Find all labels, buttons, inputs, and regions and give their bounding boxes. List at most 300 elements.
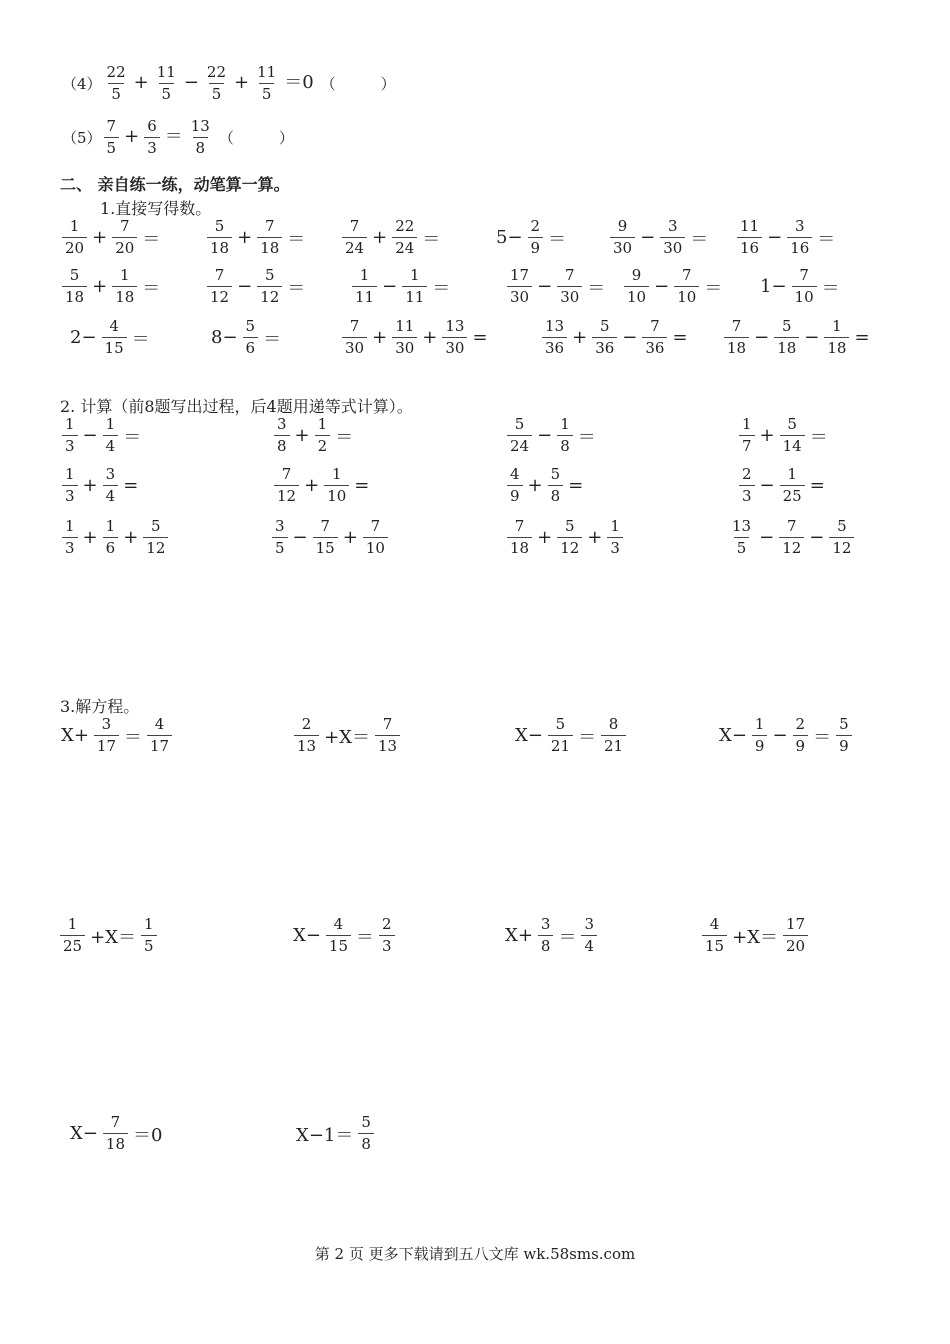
- denominator: 18: [112, 286, 137, 306]
- numerator: 1: [105, 415, 116, 433]
- section-2-title: 二、 亲自练一练，动笔算一算。: [60, 175, 290, 194]
- operator: ＝: [131, 328, 150, 350]
- fraction: [507, 518, 532, 557]
- problem: [735, 218, 838, 257]
- numerator: 3: [584, 915, 594, 933]
- problem: [622, 267, 725, 306]
- problem: [700, 916, 810, 955]
- numerator: 5: [264, 266, 275, 284]
- fraction: [792, 267, 817, 306]
- fraction: [272, 518, 288, 557]
- fraction: [739, 466, 755, 505]
- fraction: [204, 64, 229, 103]
- q2-title: 2. 计算（前8题写出过程，后4题用递等式计算）。: [60, 397, 413, 416]
- operator: +: [527, 475, 543, 496]
- operator: ＝: [577, 426, 596, 448]
- problem: [727, 518, 856, 557]
- denominator: 15: [313, 537, 338, 557]
- top-item-5-content: [62, 118, 294, 157]
- problem: [350, 267, 453, 306]
- fraction: [783, 916, 808, 955]
- problem: [58, 716, 174, 755]
- denominator: 4: [103, 485, 119, 505]
- fraction: [207, 267, 232, 306]
- denominator: 5: [159, 83, 175, 103]
- denominator: 18: [824, 337, 849, 357]
- fraction: [402, 267, 427, 306]
- problem: [737, 416, 831, 455]
- denominator: 24: [342, 237, 367, 257]
- numerator: 8: [608, 715, 619, 733]
- operator: ＝: [704, 277, 723, 299]
- denominator: 20: [62, 237, 87, 257]
- numerator: 1: [144, 915, 154, 933]
- denominator: 18: [774, 337, 799, 357]
- fraction: [103, 466, 119, 505]
- operator: +: [82, 475, 98, 496]
- operator: ＝0: [133, 1124, 163, 1146]
- operator: +: [133, 72, 149, 93]
- problem: [722, 318, 873, 357]
- denominator: 12: [557, 537, 582, 557]
- problem: [60, 416, 144, 455]
- operator: ＝: [690, 228, 709, 250]
- operator: +: [304, 475, 320, 496]
- denominator: 3: [62, 537, 78, 557]
- problem: [270, 518, 390, 557]
- q1-row-2: [0, 267, 950, 317]
- answer-parentheses: （ ）: [218, 129, 294, 147]
- denominator: 30: [442, 337, 467, 357]
- problem: [493, 218, 569, 257]
- operator: 2−: [70, 327, 97, 348]
- operator: −: [183, 72, 199, 93]
- numerator: 1: [69, 217, 80, 235]
- denominator: 9: [507, 485, 523, 505]
- answer-parentheses: （ ）: [320, 75, 396, 93]
- operator: ＝: [124, 726, 142, 748]
- fraction: [104, 64, 129, 103]
- fraction: [624, 267, 649, 306]
- fraction: [363, 518, 388, 557]
- denominator: 5: [108, 83, 124, 103]
- denominator: 12: [274, 485, 299, 505]
- operator: =: [672, 327, 688, 348]
- numerator: 5: [837, 517, 847, 535]
- operator: =: [472, 327, 488, 348]
- denominator: 18: [103, 1133, 128, 1153]
- fraction: [548, 466, 564, 505]
- denominator: 2: [315, 435, 331, 455]
- numerator: 1: [65, 415, 75, 433]
- numerator: 9: [631, 266, 642, 284]
- problem: [293, 1114, 376, 1153]
- denominator: 18: [207, 237, 232, 257]
- q1-row-1: [0, 218, 950, 268]
- fraction: [112, 218, 137, 257]
- operator: +X＝: [732, 926, 778, 948]
- top-item-5: [0, 118, 950, 168]
- q2-row-3: [0, 518, 950, 568]
- denominator: 8: [538, 935, 554, 955]
- fraction: [103, 416, 119, 455]
- operator: X−: [70, 1123, 98, 1144]
- numerator: 7: [650, 317, 660, 335]
- operator: ＝: [422, 228, 441, 250]
- denominator: 3: [739, 485, 755, 505]
- operator: −: [640, 227, 656, 248]
- numerator: 5: [151, 517, 161, 535]
- top-item-4-content: [62, 64, 396, 103]
- fraction: [147, 716, 172, 755]
- operator: +: [372, 227, 388, 248]
- numerator: 7: [564, 266, 575, 284]
- denominator: 10: [363, 537, 388, 557]
- denominator: 30: [507, 286, 532, 306]
- problem: [60, 466, 141, 505]
- operator: +: [234, 72, 250, 93]
- operator: ＝: [587, 277, 606, 299]
- denominator: 8: [358, 1133, 374, 1153]
- fraction: [257, 218, 282, 257]
- fraction: [542, 318, 567, 357]
- fraction: [62, 518, 78, 557]
- numerator: 3: [794, 217, 805, 235]
- denominator: 20: [112, 237, 137, 257]
- denominator: 4: [103, 435, 119, 455]
- operator: 1−: [760, 276, 787, 297]
- fraction: [62, 466, 78, 505]
- operator: +: [537, 527, 553, 548]
- fraction: [352, 267, 377, 306]
- numerator: 22: [395, 217, 415, 235]
- fraction: [739, 416, 755, 455]
- fraction: [507, 466, 523, 505]
- numerator: 7: [382, 715, 393, 733]
- denominator: 17: [147, 735, 172, 755]
- numerator: 5: [69, 266, 80, 284]
- fraction: [538, 916, 554, 955]
- operator: ＝: [263, 328, 282, 350]
- numerator: 7: [281, 465, 292, 483]
- fraction: [358, 1114, 374, 1153]
- denominator: 11: [402, 286, 427, 306]
- operator: X−: [515, 725, 543, 746]
- numerator: 5: [361, 1113, 371, 1131]
- denominator: 10: [792, 286, 817, 306]
- problem: [716, 716, 854, 755]
- problem: [505, 518, 625, 557]
- operator: −: [767, 227, 783, 248]
- operator: ＝: [817, 228, 836, 250]
- operator: ＝: [578, 726, 596, 748]
- q2-row-1: [0, 416, 950, 466]
- q3-row-3: [0, 1114, 950, 1164]
- fraction: [674, 267, 699, 306]
- q3-title: 3.解方程。: [60, 697, 140, 716]
- numerator: 13: [190, 117, 210, 135]
- numerator: 5: [787, 415, 797, 433]
- expression: [102, 118, 215, 157]
- denominator: 5: [259, 83, 275, 103]
- fraction: [154, 64, 179, 103]
- numerator: 7: [264, 217, 275, 235]
- operator: =: [809, 475, 825, 496]
- numerator: 5: [781, 317, 792, 335]
- denominator: 13: [375, 735, 400, 755]
- denominator: 9: [836, 735, 852, 755]
- operator: −: [772, 725, 788, 746]
- denominator: 4: [581, 935, 597, 955]
- operator: ＝: [821, 277, 840, 299]
- denominator: 36: [592, 337, 617, 357]
- numerator: 5: [245, 317, 256, 335]
- numerator: 3: [105, 465, 116, 483]
- operator: ＝: [287, 277, 306, 299]
- denominator: 6: [243, 337, 259, 357]
- fraction: [601, 716, 626, 755]
- q1-row-3: [0, 318, 950, 368]
- fraction: [836, 716, 852, 755]
- numerator: 3: [277, 415, 287, 433]
- numerator: 1: [610, 517, 620, 535]
- denominator: 24: [392, 237, 417, 257]
- problem: [58, 916, 159, 955]
- denominator: 10: [324, 485, 349, 505]
- denominator: 20: [783, 935, 808, 955]
- operator: +: [92, 276, 108, 297]
- numerator: 2: [530, 217, 541, 235]
- denominator: 7: [739, 435, 755, 455]
- fraction: [724, 318, 749, 357]
- operator: ＝: [142, 228, 161, 250]
- fraction: [60, 916, 85, 955]
- numerator: 4: [333, 915, 344, 933]
- operator: ＝0: [284, 72, 314, 93]
- operator: −: [759, 475, 775, 496]
- operator: 8−: [211, 327, 238, 348]
- numerator: 5: [839, 715, 849, 733]
- denominator: 30: [342, 337, 367, 357]
- denominator: 8: [557, 435, 573, 455]
- operator: −: [654, 276, 670, 297]
- denominator: 18: [62, 286, 87, 306]
- operator: ＝: [142, 277, 161, 299]
- fraction: [392, 318, 417, 357]
- numerator: 1: [105, 517, 116, 535]
- fraction: [507, 416, 532, 455]
- operator: ＝: [335, 426, 354, 448]
- numerator: 7: [214, 266, 225, 284]
- operator: ＝: [287, 228, 306, 250]
- fraction: [274, 466, 299, 505]
- denominator: 12: [257, 286, 282, 306]
- numerator: 13: [445, 317, 465, 335]
- denominator: 10: [674, 286, 699, 306]
- fraction: [557, 416, 573, 455]
- problem: [290, 916, 397, 955]
- problem: [757, 267, 843, 306]
- fraction: [62, 218, 87, 257]
- problem: [505, 267, 608, 306]
- fraction: [557, 267, 582, 306]
- denominator: 5: [141, 935, 157, 955]
- fraction: [375, 716, 400, 755]
- denominator: 12: [207, 286, 232, 306]
- denominator: 5: [209, 83, 225, 103]
- problem: [60, 518, 170, 557]
- operator: =: [354, 475, 370, 496]
- operator: X−: [719, 725, 747, 746]
- operator: +: [372, 327, 388, 348]
- fraction: [829, 518, 854, 557]
- fraction: [342, 218, 367, 257]
- numerator: 7: [514, 517, 525, 535]
- denominator: 3: [607, 537, 623, 557]
- numerator: 5: [550, 465, 561, 483]
- fraction: [324, 466, 349, 505]
- numerator: 7: [106, 117, 117, 135]
- numerator: 3: [275, 517, 285, 535]
- numerator: 3: [667, 217, 678, 235]
- operator: +: [294, 425, 310, 446]
- denominator: 21: [548, 735, 573, 755]
- fraction: [207, 218, 232, 257]
- fraction: [442, 318, 467, 357]
- numerator: 5: [555, 715, 566, 733]
- operator: =: [568, 475, 584, 496]
- denominator: 30: [392, 337, 417, 357]
- numerator: 7: [731, 317, 742, 335]
- fraction: [610, 218, 635, 257]
- problem: [737, 466, 828, 505]
- denominator: 16: [737, 237, 762, 257]
- denominator: 12: [143, 537, 168, 557]
- numerator: 11: [395, 317, 415, 335]
- operator: X−: [293, 925, 321, 946]
- fraction: [607, 518, 623, 557]
- operator: X−1＝: [296, 1124, 354, 1146]
- problem: [502, 916, 599, 955]
- fraction: [103, 1114, 128, 1153]
- numerator: 9: [617, 217, 628, 235]
- operator: +: [237, 227, 253, 248]
- denominator: 12: [779, 537, 804, 557]
- denominator: 21: [601, 735, 626, 755]
- numerator: 1: [67, 915, 78, 933]
- operator: +: [572, 327, 588, 348]
- problem: [272, 466, 372, 505]
- fraction: [752, 716, 768, 755]
- operator: −: [804, 327, 820, 348]
- operator: +: [342, 527, 358, 548]
- operator: ＝: [809, 426, 828, 448]
- operator: =: [123, 475, 139, 496]
- numerator: 4: [154, 715, 165, 733]
- numerator: 4: [109, 317, 119, 335]
- operator: ＝: [432, 277, 451, 299]
- operator: 5−: [496, 227, 523, 248]
- fraction: [592, 318, 617, 357]
- denominator: 36: [642, 337, 667, 357]
- denominator: 9: [752, 735, 768, 755]
- denominator: 5: [104, 137, 120, 157]
- fraction: [315, 416, 331, 455]
- numerator: 11: [257, 63, 277, 81]
- fraction: [780, 466, 805, 505]
- problem: [60, 267, 163, 306]
- denominator: 11: [352, 286, 377, 306]
- fraction: [507, 267, 532, 306]
- numerator: 11: [156, 63, 176, 81]
- fraction: [729, 518, 754, 557]
- denominator: 30: [557, 286, 582, 306]
- numerator: 7: [349, 317, 360, 335]
- numerator: 4: [510, 465, 520, 483]
- denominator: 24: [507, 435, 532, 455]
- operator: −: [622, 327, 638, 348]
- denominator: 12: [829, 537, 854, 557]
- denominator: 18: [724, 337, 749, 357]
- operator: ＝: [123, 426, 142, 448]
- operator: +: [759, 425, 775, 446]
- fraction: [188, 118, 213, 157]
- numerator: 1: [65, 465, 75, 483]
- denominator: 15: [702, 935, 727, 955]
- problem: [340, 218, 443, 257]
- operator: +: [92, 227, 108, 248]
- numerator: 7: [681, 266, 692, 284]
- problem: [505, 466, 586, 505]
- problem: [292, 716, 402, 755]
- fraction: [774, 318, 799, 357]
- denominator: 30: [660, 237, 685, 257]
- numerator: 22: [206, 63, 227, 81]
- numerator: 6: [147, 117, 157, 135]
- numerator: 7: [110, 1113, 121, 1131]
- problem: [340, 318, 491, 357]
- operator: ＝: [813, 726, 832, 748]
- numerator: 2: [301, 715, 312, 733]
- operator: −: [292, 527, 308, 548]
- numerator: 5: [214, 217, 225, 235]
- numerator: 1: [832, 317, 842, 335]
- numerator: 2: [742, 465, 752, 483]
- operator: −: [754, 327, 770, 348]
- problem: [208, 318, 284, 357]
- operator: X+: [505, 925, 533, 946]
- fraction: [254, 64, 279, 103]
- fraction: [702, 916, 727, 955]
- fraction: [103, 518, 119, 557]
- numerator: 7: [370, 517, 381, 535]
- expression: [102, 64, 317, 103]
- denominator: 9: [528, 237, 544, 257]
- numerator: 3: [101, 715, 112, 733]
- denominator: 3: [379, 935, 395, 955]
- problem: [505, 416, 599, 455]
- fraction: [326, 916, 351, 955]
- operator: −: [759, 527, 775, 548]
- denominator: 30: [610, 237, 635, 257]
- fraction: [642, 318, 667, 357]
- fraction: [257, 267, 282, 306]
- denominator: 14: [780, 435, 805, 455]
- fraction: [824, 318, 849, 357]
- item-number: （4）: [62, 75, 102, 93]
- denominator: 16: [787, 237, 812, 257]
- denominator: 8: [548, 485, 564, 505]
